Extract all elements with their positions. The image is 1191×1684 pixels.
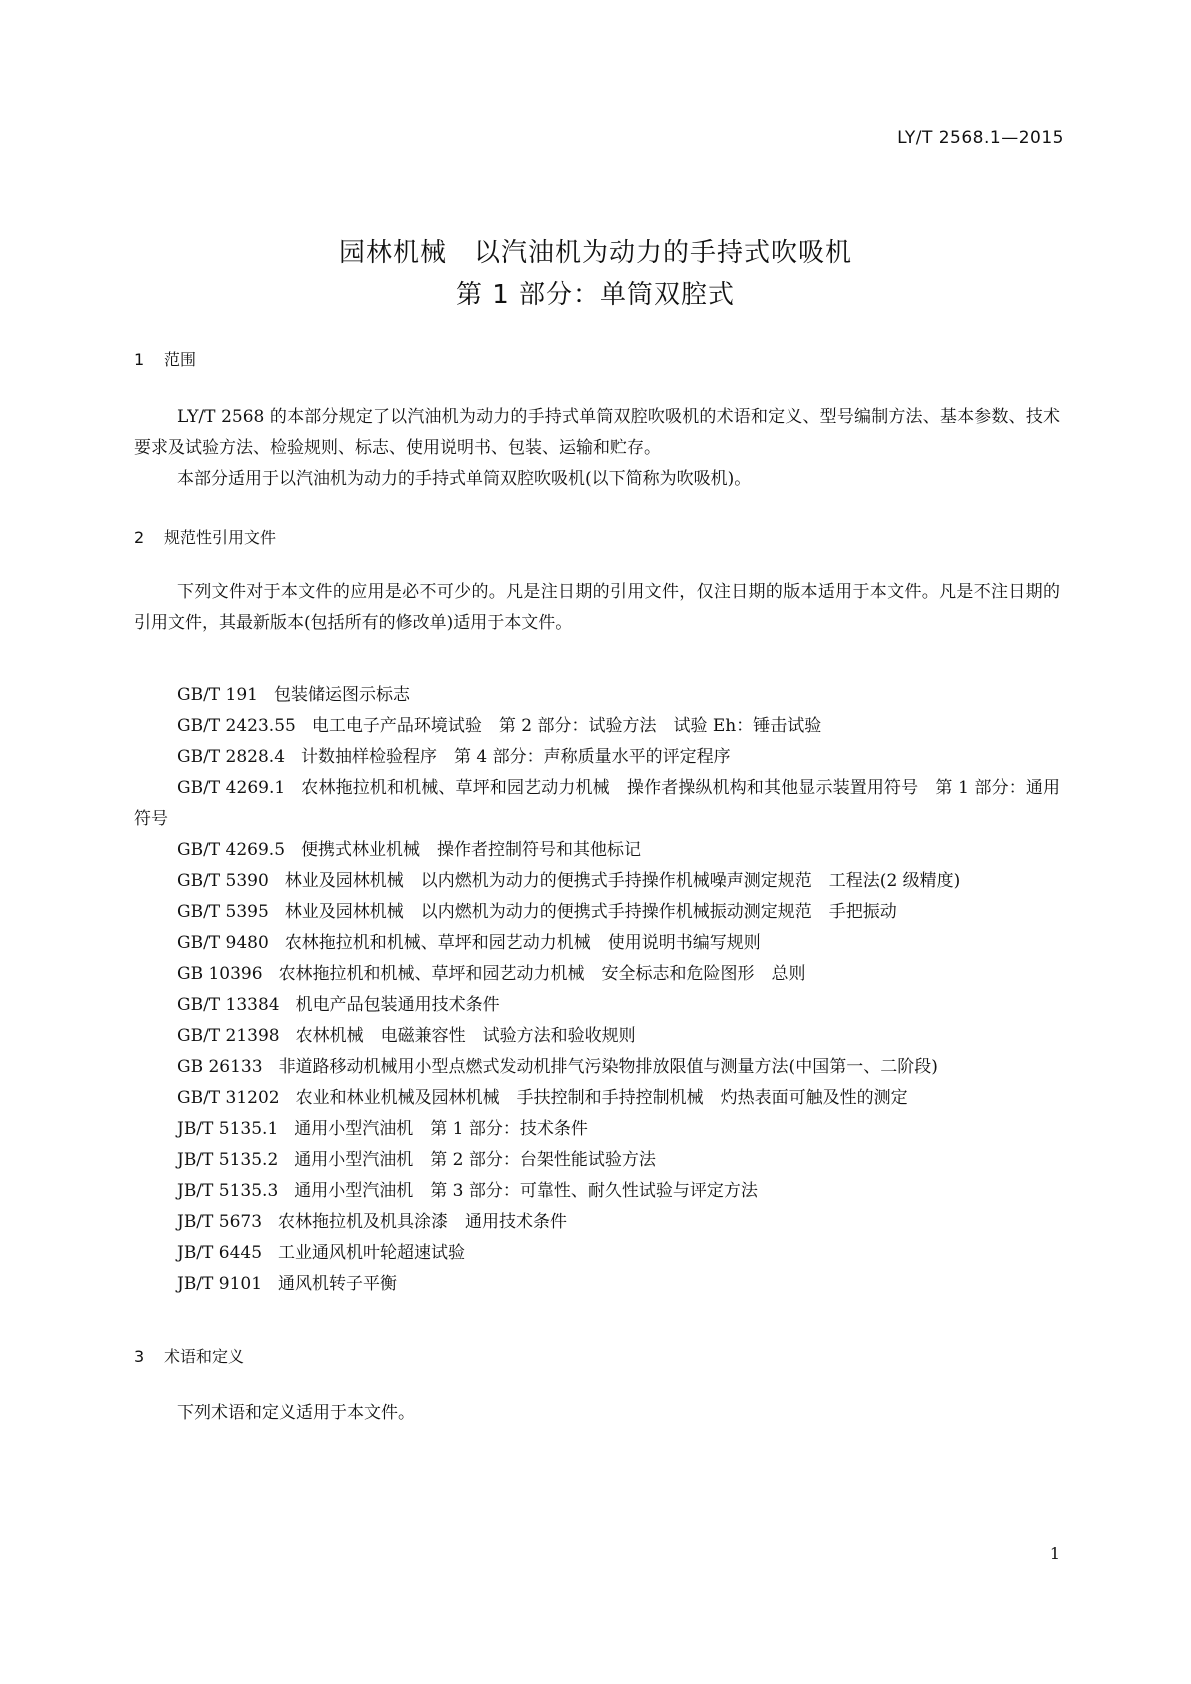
reference-title: 林业及园林机械 以内燃机为动力的便携式手持操作机械噪声测定规范 工程法(2 级精度) (284, 871, 961, 891)
reference-item (134, 990, 1060, 1021)
reference-title: 通用小型汽油机 第 2 部分：台架性能试验方法 (294, 1150, 656, 1170)
reference-code: GB/T 4269.5 (177, 840, 286, 860)
reference-item (134, 1114, 1060, 1145)
section-heading-scope (134, 347, 196, 370)
standard-code: LY/T 2568.1—2015 (897, 128, 1064, 148)
reference-item (134, 1083, 1060, 1114)
scope-paragraph-2: 本部分适用于以汽油机为动力的手持式单筒双腔吹吸机(以下简称为吹吸机)。 (177, 469, 752, 489)
reference-title: 包装储运图示标志 (274, 685, 410, 705)
reference-title: 计数抽样检验程序 第 4 部分：声称质量水平的评定程序 (301, 747, 731, 767)
reference-code: GB/T 9480 (177, 933, 269, 953)
reference-item (134, 835, 1060, 866)
reference-title: 农业和林业机械及园林机械 手扶控制和手持控制机械 灼热表面可触及性的测定 (295, 1088, 908, 1108)
section-number: 1 (134, 350, 145, 369)
reference-code: JB/T 5135.1 (177, 1119, 279, 1139)
reference-item (134, 1052, 1060, 1083)
reference-item (134, 866, 1060, 897)
reference-list (134, 680, 1060, 1300)
reference-item (134, 1176, 1060, 1207)
reference-item (134, 928, 1060, 959)
reference-code: JB/T 5673 (177, 1212, 263, 1232)
reference-title: 通用小型汽油机 第 3 部分：可靠性、耐久性试验与评定方法 (294, 1181, 758, 1201)
section-heading-terms (134, 1344, 244, 1367)
section-title: 范围 (164, 350, 197, 369)
title-line-1: 园林机械 以汽油机为动力的手持式吹吸机 (338, 238, 852, 268)
reference-item (134, 742, 1060, 773)
references-intro: 下列文件对于本文件的应用是必不可少的。凡是注日期的引用文件，仅注日期的版本适用于本文件。凡是不注日期的引用文件，其最新版本(包括所有的修改单)适用于本文件。 (134, 582, 1060, 633)
reference-item (134, 1021, 1060, 1052)
reference-code: GB/T 5395 (177, 902, 269, 922)
title-line-2: 第 1 部分：单筒双腔式 (455, 280, 736, 310)
reference-title: 便携式林业机械 操作者控制符号和其他标记 (301, 840, 642, 860)
reference-title: 通风机转子平衡 (278, 1274, 398, 1294)
reference-code: JB/T 5135.3 (177, 1181, 279, 1201)
reference-title: 工业通风机叶轮超速试验 (278, 1243, 466, 1263)
page-number: 1 (1049, 1544, 1060, 1563)
reference-title: 农林拖拉机及机具涂漆 通用技术条件 (278, 1212, 568, 1232)
reference-title: 农林拖拉机和机械、草坪和园艺动力机械 安全标志和危险图形 总则 (278, 964, 806, 984)
section-heading-references (134, 525, 276, 548)
reference-code: JB/T 6445 (177, 1243, 263, 1263)
reference-item (134, 773, 1060, 835)
reference-code: GB/T 2423.55 (177, 716, 296, 736)
reference-item (134, 959, 1060, 990)
reference-item (134, 1207, 1060, 1238)
section-number: 3 (134, 1347, 145, 1366)
reference-code: GB/T 13384 (177, 995, 280, 1015)
reference-code: GB 10396 (177, 964, 263, 984)
reference-item (134, 1238, 1060, 1269)
reference-title: 通用小型汽油机 第 1 部分：技术条件 (294, 1119, 588, 1139)
reference-code: GB/T 31202 (177, 1088, 280, 1108)
section-title: 术语和定义 (164, 1347, 245, 1366)
reference-title: 电工电子产品环境试验 第 2 部分：试验方法 试验 Eh：锤击试验 (311, 716, 822, 736)
reference-code: GB/T 5390 (177, 871, 269, 891)
reference-code: GB/T 2828.4 (177, 747, 286, 767)
reference-title: 林业及园林机械 以内燃机为动力的便携式手持操作机械振动测定规范 手把振动 (284, 902, 897, 922)
scope-paragraph-1: LY/T 2568 的本部分规定了以汽油机为动力的手持式单筒双腔吹吸机的术语和定义、型号编制方法、基本参数、技术要求及试验方法、检验规则、标志、使用说明书、包装、运输和贮存。 (134, 407, 1060, 458)
terms-intro: 下列术语和定义适用于本文件。 (177, 1403, 415, 1423)
reference-item (134, 897, 1060, 928)
reference-code: JB/T 9101 (177, 1274, 263, 1294)
reference-item (134, 1145, 1060, 1176)
section-number: 2 (134, 528, 145, 547)
reference-item (134, 680, 1060, 711)
reference-item (134, 711, 1060, 742)
reference-item (134, 1269, 1060, 1300)
document-title (0, 232, 1191, 316)
reference-code: GB/T 191 (177, 685, 258, 705)
reference-code: JB/T 5135.2 (177, 1150, 279, 1170)
reference-title: 农林机械 电磁兼容性 试验方法和验收规则 (295, 1026, 636, 1046)
reference-title: 非道路移动机械用小型点燃式发动机排气污染物排放限值与测量方法(中国第一、二阶段) (278, 1057, 938, 1077)
reference-title: 农林拖拉机和机械、草坪和园艺动力机械 操作者操纵机构和其他显示装置用符号 第 1 部分：通用符号 (134, 778, 1060, 829)
section-title: 规范性引用文件 (164, 528, 277, 547)
reference-title: 农林拖拉机和机械、草坪和园艺动力机械 使用说明书编写规则 (284, 933, 761, 953)
reference-code: GB/T 4269.1 (177, 778, 286, 798)
reference-title: 机电产品包装通用技术条件 (295, 995, 500, 1015)
reference-code: GB 26133 (177, 1057, 263, 1077)
reference-code: GB/T 21398 (177, 1026, 280, 1046)
